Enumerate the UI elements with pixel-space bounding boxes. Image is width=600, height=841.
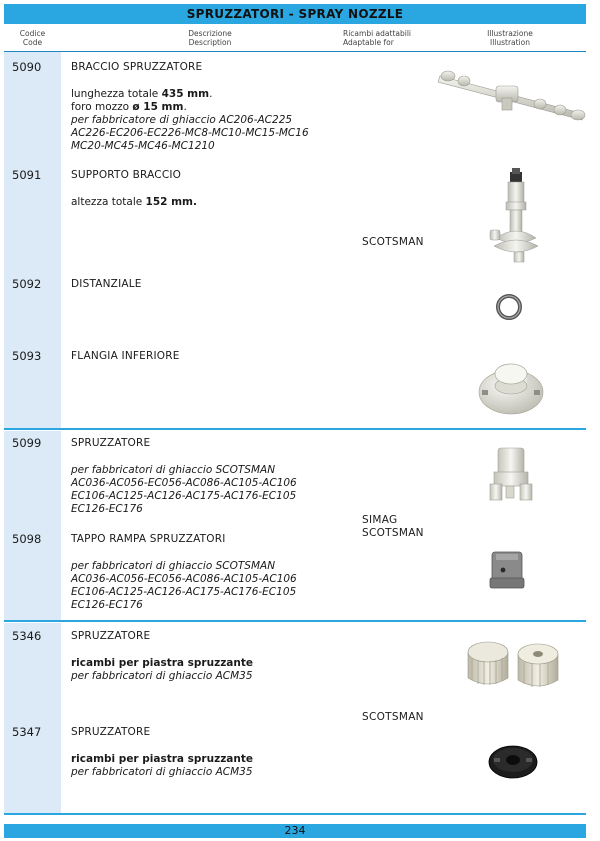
product-fit-line: per fabbricatori di ghiaccio SCOTSMAN [71,464,276,476]
product-name: SPRUZZATORE [71,726,151,738]
spray-nozzle-image [486,446,538,504]
product-code: 5093 [12,349,42,363]
group-separator [4,813,586,815]
page-number: 234 [4,824,586,838]
column-header-description-it: Descrizione [188,29,232,38]
group-separator [4,620,586,622]
product-fit-line: AC036-AC056-EC056-AC086-AC105-AC106 [71,573,297,585]
product-fit-line: AC036-AC056-EC056-AC086-AC105-AC106 [71,477,297,489]
product-fit-line: EC126-EC176 [71,503,143,515]
product-code: 5346 [12,629,42,643]
column-header-illustration [470,29,550,47]
product-length: lunghezza totale 435 mm. [71,88,213,100]
code-column-group-3 [4,623,61,813]
product-fit-line: AC226-EC206-EC226-MC8-MC10-MC15-MC16 [71,127,309,139]
column-header-code-it: Codice [19,29,46,38]
product-name: TAPPO RAMPA SPRUZZATORI [71,533,226,545]
product-fit-line: EC106-AC125-AC126-AC175-AC176-EC105 [71,490,297,502]
page-title: SPRUZZATORI - SPRAY NOZZLE [4,4,586,24]
product-fit-line: EC106-AC125-AC126-AC175-AC176-EC105 [71,586,297,598]
product-name: DISTANZIALE [71,278,142,290]
column-header-code-en: Code [22,38,43,47]
code-column-group-2 [4,431,61,620]
column-header-illustration-it: Illustrazione [487,29,533,38]
product-note: ricambi per piastra spruzzante [71,753,254,765]
product-name: SPRUZZATORE [71,437,151,449]
product-fit-line: EC126-EC176 [71,599,143,611]
column-header-adaptable-it: Ricambi adattabili [343,29,411,38]
adaptable-brand: SIMAG [362,514,398,526]
product-name: SUPPORTO BRACCIO [71,169,182,181]
product-note: ricambi per piastra spruzzante [71,657,254,669]
product-code: 5098 [12,532,42,546]
column-header-adaptable-en: Adaptable for [343,38,394,47]
adaptable-brand: SCOTSMAN [362,236,424,248]
product-fit-line: per fabbricatori di ghiaccio ACM35 [71,766,253,778]
product-code: 5090 [12,60,42,74]
column-header-illustration-en: Illustration [489,38,531,47]
column-header-adaptable [343,29,433,47]
product-name: FLANGIA INFERIORE [71,350,180,362]
product-hub-hole: foro mozzo ø 15 mm. [71,101,187,113]
spray-arm-image [436,64,588,130]
product-code: 5099 [12,436,42,450]
lower-flange-image [476,352,546,418]
adaptable-brand: SCOTSMAN [362,527,424,539]
group-separator [4,428,586,430]
product-name: SPRUZZATORE [71,630,151,642]
product-fit-line: per fabbricatore di ghiaccio AC206-AC225 [71,114,293,126]
product-code: 5347 [12,725,42,739]
header-divider [4,51,586,52]
product-fit-line: per fabbricatori di ghiaccio ACM35 [71,670,253,682]
spacer-ring-image [494,292,524,322]
column-header-code [4,29,61,47]
column-header-description [120,29,300,47]
product-name: BRACCIO SPRUZZATORE [71,61,203,73]
product-fit-line: MC20-MC45-MC46-MC1210 [71,140,215,152]
arm-support-image [486,168,546,264]
product-fit-line: per fabbricatori di ghiaccio SCOTSMAN [71,560,276,572]
column-header-description-en: Description [188,38,232,47]
product-code: 5091 [12,168,42,182]
adaptable-brand: SCOTSMAN [362,711,424,723]
black-nozzle-image [486,742,540,782]
spray-plate-nozzles-image [462,638,562,694]
product-code: 5092 [12,277,42,291]
product-height: altezza totale 152 mm. [71,196,197,208]
nozzle-cap-image [488,548,528,592]
code-column-group-1 [4,52,61,428]
